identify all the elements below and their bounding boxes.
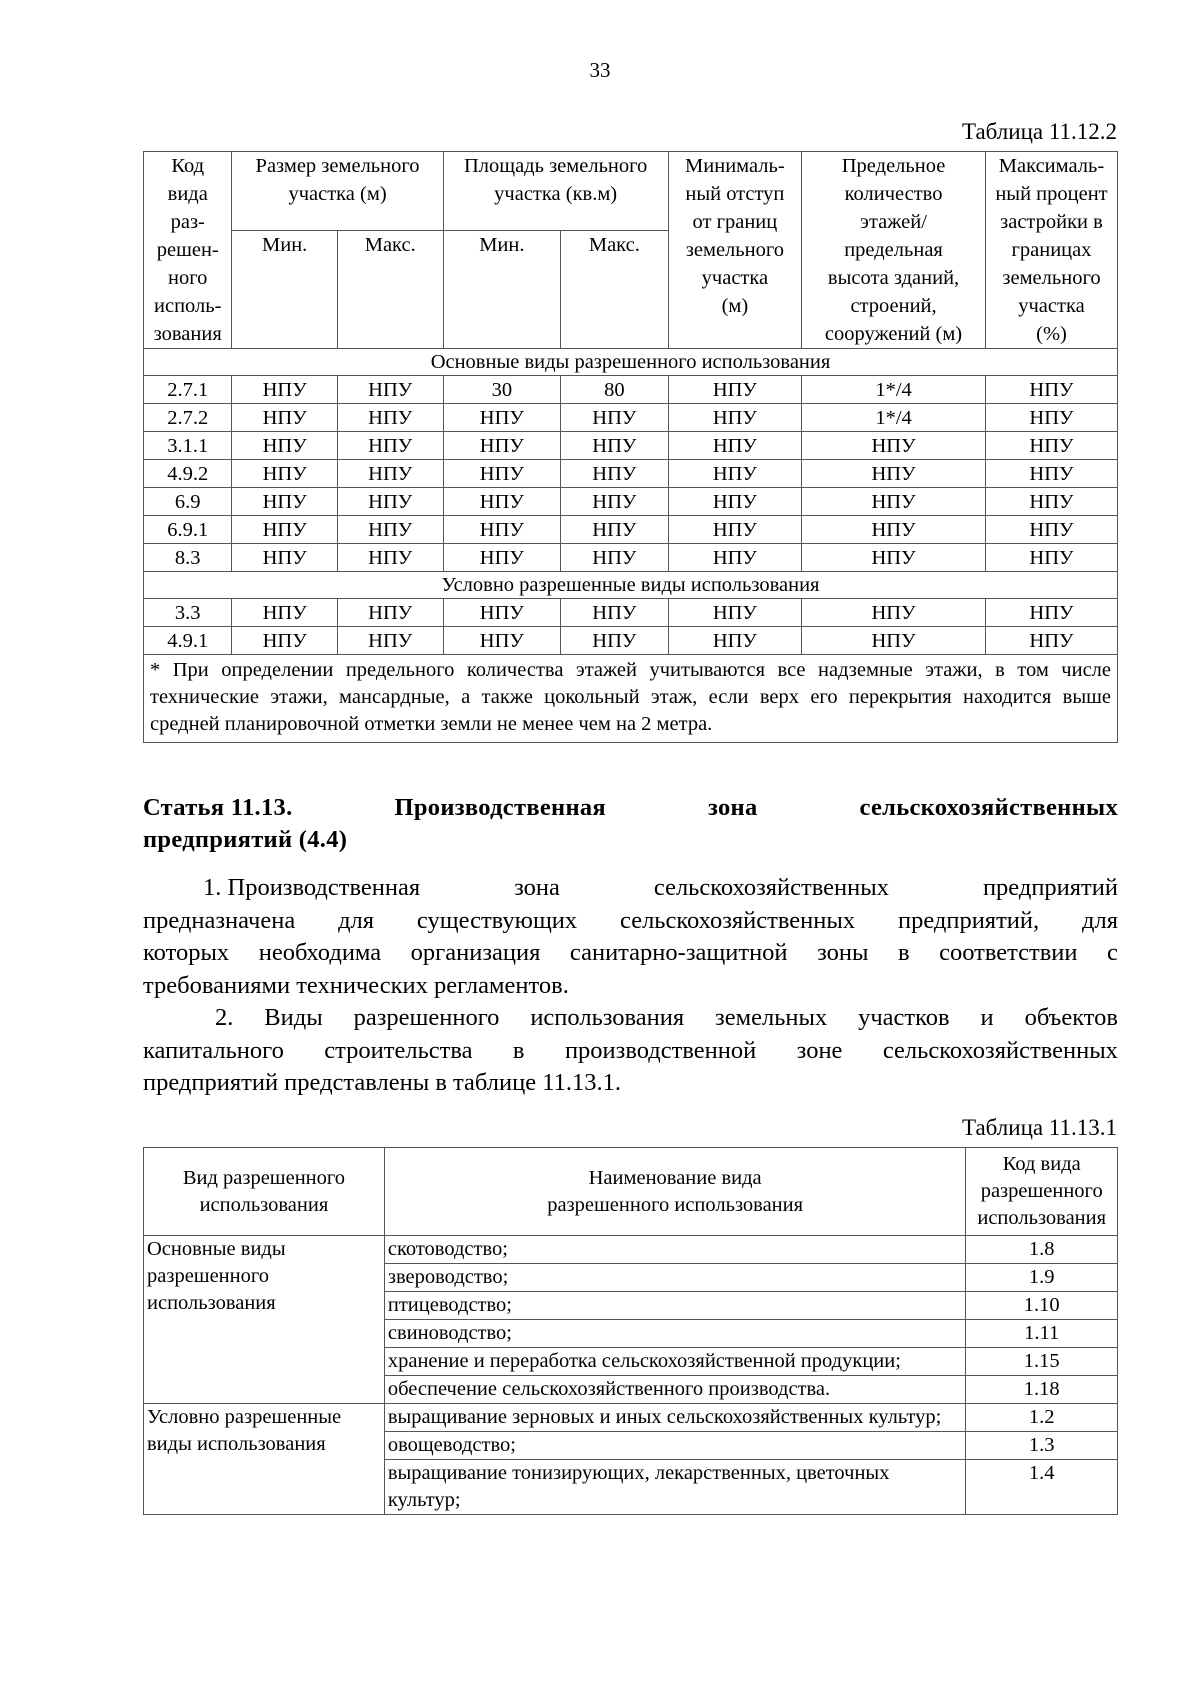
use-code-cell: 3.1.1 — [144, 432, 232, 460]
value-cell: НПУ — [337, 404, 443, 432]
value-cell: НПУ — [561, 544, 669, 572]
value-cell: НПУ — [337, 376, 443, 404]
value-cell: НПУ — [232, 544, 337, 572]
value-cell: НПУ — [561, 627, 669, 655]
value-cell: НПУ — [561, 432, 669, 460]
value-cell: 30 — [443, 376, 560, 404]
value-cell: НПУ — [337, 488, 443, 516]
value-cell: НПУ — [668, 460, 801, 488]
use-code-cell: 1.4 — [966, 1460, 1118, 1515]
value-cell: НПУ — [443, 460, 560, 488]
table-row — [144, 544, 1118, 572]
header-code: Код вида раз- решен- ного исполь- зования — [144, 152, 232, 349]
value-cell: НПУ — [337, 544, 443, 572]
value-cell: НПУ — [985, 627, 1117, 655]
use-code-cell: 1.11 — [966, 1320, 1118, 1348]
value-cell: НПУ — [985, 544, 1117, 572]
use-code-cell: 1.15 — [966, 1348, 1118, 1376]
value-cell: НПУ — [985, 516, 1117, 544]
section-conditional-uses: Условно разрешенные виды использования — [144, 572, 1118, 599]
use-name-cell: птицеводство; — [384, 1292, 966, 1320]
value-cell: НПУ — [561, 488, 669, 516]
value-cell: НПУ — [232, 432, 337, 460]
use-code-cell: 4.9.1 — [144, 627, 232, 655]
table-row — [144, 627, 1118, 655]
header-size-max: Макс. — [337, 231, 443, 349]
value-cell: 1*/4 — [802, 404, 986, 432]
header-setback: Минималь- ный отступ от границ земельного участка (м) — [668, 152, 801, 349]
value-cell: НПУ — [985, 376, 1117, 404]
page-number: 33 — [589, 58, 611, 82]
value-cell: НПУ — [232, 627, 337, 655]
use-name-cell: скотоводство; — [384, 1236, 966, 1264]
value-cell: НПУ — [985, 488, 1117, 516]
use-name-cell: хранение и переработка сельскохозяйственной продукции; — [384, 1348, 966, 1376]
use-code-cell: 6.9.1 — [144, 516, 232, 544]
table-row — [144, 488, 1118, 516]
section-main-uses: Основные виды разрешенного использования — [144, 349, 1118, 376]
use-code-cell: 2.7.1 — [144, 376, 232, 404]
value-cell: НПУ — [337, 432, 443, 460]
value-cell: НПУ — [668, 432, 801, 460]
header-use-type: Вид разрешенного использования — [144, 1148, 385, 1236]
permitted-uses-table — [143, 1147, 1118, 1515]
header-use-name: Наименование вида разрешенного использования — [384, 1148, 966, 1236]
value-cell: НПУ — [337, 516, 443, 544]
value-cell: НПУ — [443, 488, 560, 516]
value-cell: НПУ — [337, 599, 443, 627]
value-cell: НПУ — [985, 404, 1117, 432]
table-row — [144, 432, 1118, 460]
use-name-cell: свиноводство; — [384, 1320, 966, 1348]
value-cell: НПУ — [232, 376, 337, 404]
use-code-cell: 4.9.2 — [144, 460, 232, 488]
header-coverage: Максималь- ный процент застройки в границах земельного участка (%) — [985, 152, 1117, 349]
use-code-cell: 1.18 — [966, 1376, 1118, 1404]
use-code-cell: 1.10 — [966, 1292, 1118, 1320]
use-name-cell: обеспечение сельскохозяйственного производства. — [384, 1376, 966, 1404]
value-cell: НПУ — [443, 544, 560, 572]
header-area-max: Макс. — [561, 231, 669, 349]
header-use-code: Код вида разрешенного использования — [966, 1148, 1118, 1236]
value-cell: НПУ — [668, 627, 801, 655]
value-cell: 80 — [561, 376, 669, 404]
value-cell: НПУ — [443, 404, 560, 432]
value-cell: НПУ — [561, 460, 669, 488]
header-plot-size: Размер земельного участка (м) — [232, 152, 443, 231]
table-row — [144, 1404, 1118, 1432]
value-cell: НПУ — [802, 627, 986, 655]
value-cell: НПУ — [668, 376, 801, 404]
value-cell: НПУ — [443, 516, 560, 544]
value-cell: НПУ — [668, 599, 801, 627]
use-code-cell: 1.8 — [966, 1236, 1118, 1264]
value-cell: НПУ — [443, 599, 560, 627]
zoning-parameters-table — [143, 151, 1118, 743]
table-caption: Таблица 11.12.2 — [961, 119, 1117, 144]
use-code-cell: 1.2 — [966, 1404, 1118, 1432]
value-cell: НПУ — [232, 599, 337, 627]
table-row — [144, 460, 1118, 488]
group-main-uses: Основные виды разрешенного использования — [144, 1236, 385, 1404]
value-cell: НПУ — [802, 488, 986, 516]
table-footnote: * При определении предельного количества этажей учитываются все надземные этажи, в том числе технические этажи, мансардные, а также цокольный этаж, если верх его перекрытия находится выше средней планировочной отметки земли не менее чем на 2 метра. — [144, 655, 1118, 743]
table-row — [144, 1236, 1118, 1264]
value-cell: НПУ — [561, 599, 669, 627]
value-cell: НПУ — [232, 460, 337, 488]
table-row — [144, 404, 1118, 432]
use-name-cell: овощеводство; — [384, 1432, 966, 1460]
value-cell: НПУ — [561, 516, 669, 544]
value-cell: НПУ — [337, 627, 443, 655]
value-cell: НПУ — [802, 460, 986, 488]
value-cell: НПУ — [985, 599, 1117, 627]
value-cell: НПУ — [802, 599, 986, 627]
value-cell: НПУ — [668, 488, 801, 516]
header-area-min: Мин. — [443, 231, 560, 349]
use-code-cell: 2.7.2 — [144, 404, 232, 432]
header-floors: Предельное количество этажей/ предельная высота зданий, строений, сооружений (м) — [802, 152, 986, 349]
value-cell: НПУ — [802, 516, 986, 544]
value-cell: НПУ — [337, 460, 443, 488]
table-row — [144, 599, 1118, 627]
use-code-cell: 1.9 — [966, 1264, 1118, 1292]
table-row — [144, 376, 1118, 404]
article-heading: Статья 11.13. Производственная зона сельскохозяйственных предприятий (4.4) — [143, 794, 1118, 853]
header-plot-area: Площадь земельного участка (кв.м) — [443, 152, 668, 231]
use-name-cell: выращивание зерновых и иных сельскохозяйственных культур; — [384, 1404, 966, 1432]
use-code-cell: 8.3 — [144, 544, 232, 572]
table-caption: Таблица 11.13.1 — [961, 1115, 1117, 1140]
header-size-min: Мин. — [232, 231, 337, 349]
value-cell: НПУ — [668, 544, 801, 572]
value-cell: НПУ — [985, 432, 1117, 460]
value-cell: НПУ — [232, 404, 337, 432]
paragraph-2: 2. Виды разрешенного использования земельных участков и объектов капитального строительства в производственной зоне сельскохозяйственных предприятий представлены в таблице 11.13.1. — [143, 1004, 1118, 1096]
value-cell: НПУ — [232, 516, 337, 544]
group-conditional-uses: Условно разрешенные виды использования — [144, 1404, 385, 1515]
value-cell: НПУ — [668, 516, 801, 544]
use-name-cell: звероводство; — [384, 1264, 966, 1292]
paragraph-1: 1. Производственная зона сельскохозяйственных предприятий предназначена для существующих сельскохозяйственных предприятий, для которых необходима организация санитарно-защитной зоны в соответствии с требованиями технических регламентов. — [143, 874, 1118, 999]
use-code-cell: 1.3 — [966, 1432, 1118, 1460]
value-cell: НПУ — [561, 404, 669, 432]
use-code-cell: 6.9 — [144, 488, 232, 516]
value-cell: НПУ — [802, 432, 986, 460]
value-cell: НПУ — [443, 432, 560, 460]
value-cell: 1*/4 — [802, 376, 986, 404]
use-code-cell: 3.3 — [144, 599, 232, 627]
value-cell: НПУ — [668, 404, 801, 432]
value-cell: НПУ — [985, 460, 1117, 488]
use-name-cell: выращивание тонизирующих, лекарственных, цветочных культур; — [384, 1460, 966, 1515]
value-cell: НПУ — [802, 544, 986, 572]
value-cell: НПУ — [443, 627, 560, 655]
value-cell: НПУ — [232, 488, 337, 516]
table-row — [144, 516, 1118, 544]
